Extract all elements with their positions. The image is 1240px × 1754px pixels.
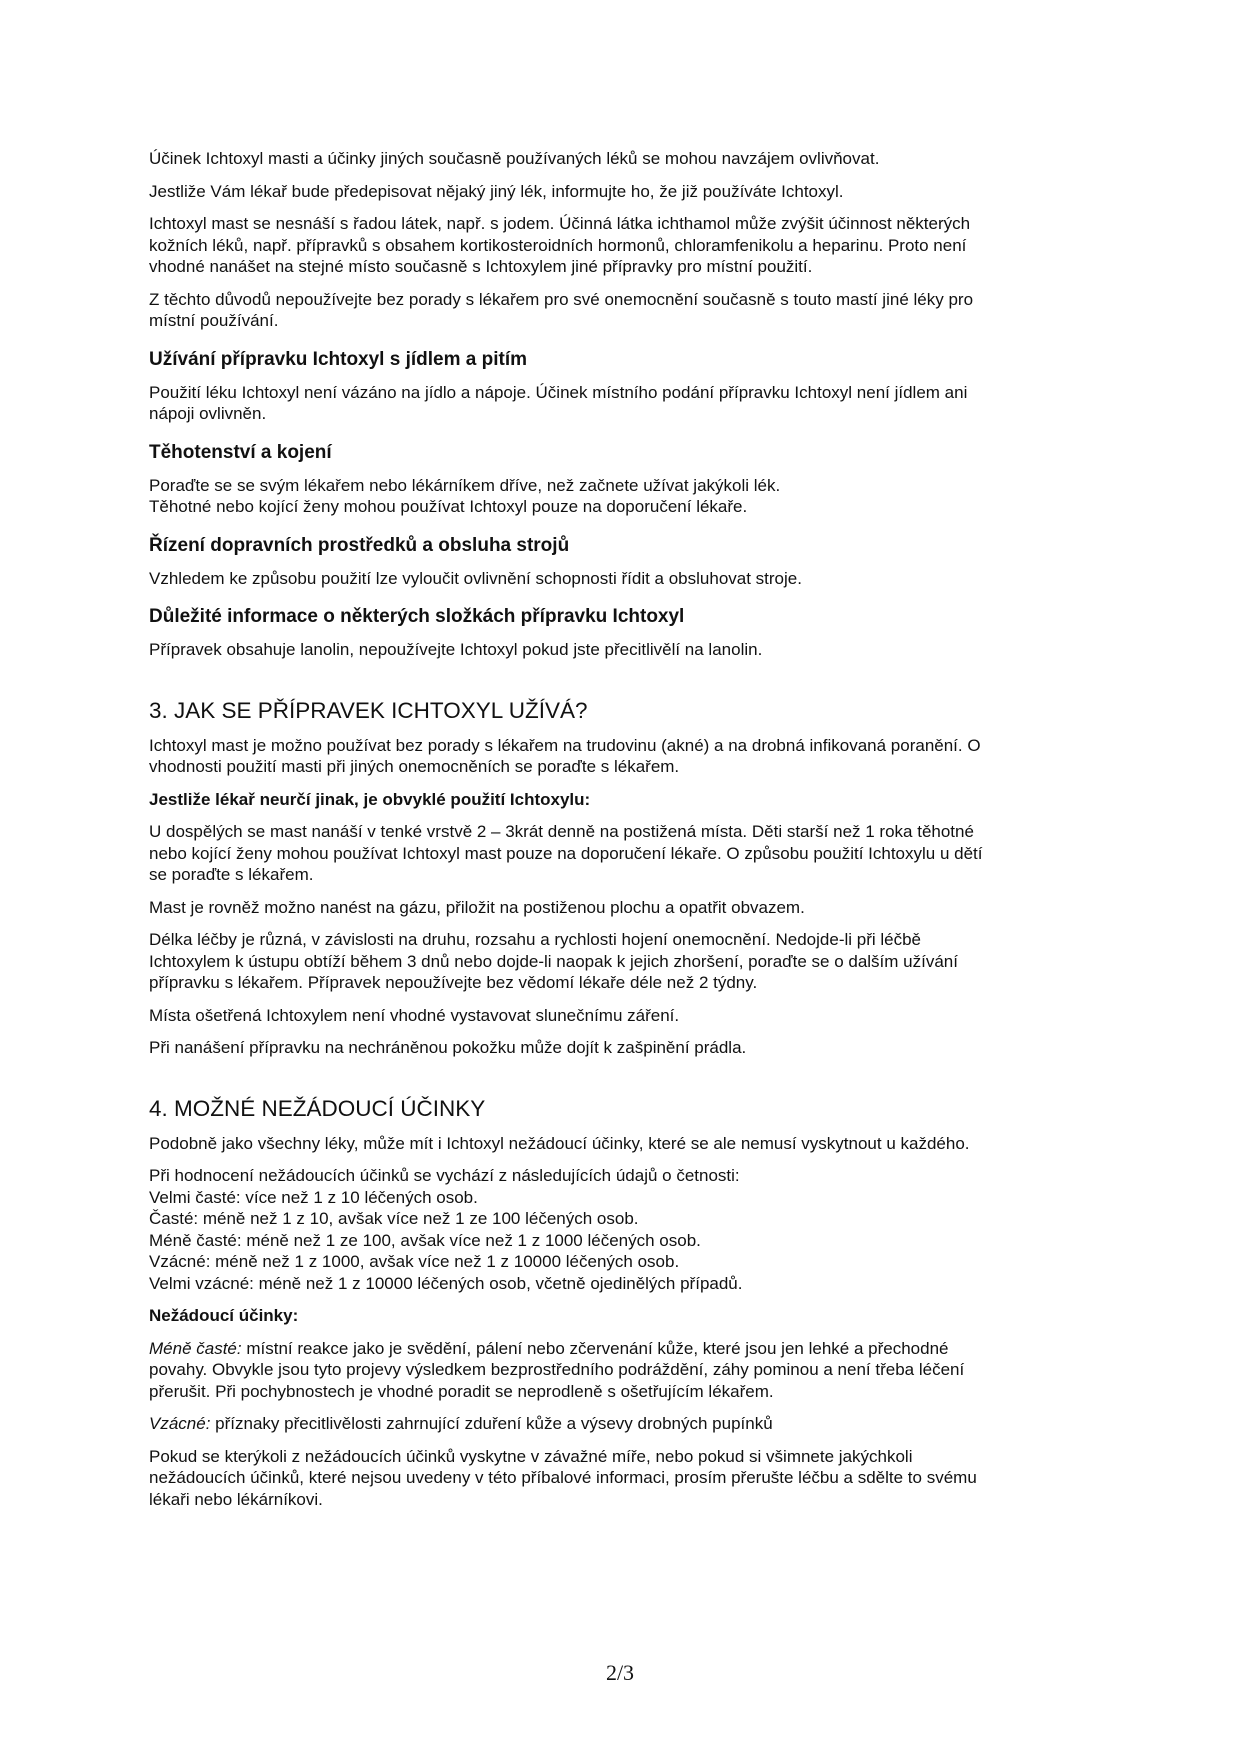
frequency-item: Vzácné: méně než 1 z 1000, avšak více než 1 z 10000 léčených osob. [149,1252,680,1271]
paragraph-uncommon-effects [149,1338,1089,1403]
text-line: kožních léků, např. přípravků s obsahem kortikosteroidních hormonů, chloramfenikolu a heparinu. Proto není [149,235,967,255]
frequency-list [149,1165,1089,1294]
text-line: Ichtoxylem k ústupu obtíží během 3 dnů nebo dojde-li naopak k jejich zhoršení, poraďte se o dalším užívání [149,951,958,971]
text-line: nápoji ovlivněn. [149,404,267,423]
text-line: Délka léčby je různá, v závislosti na druhu, rozsahu a rychlosti hojení onemocnění. Nedojde-li při léčbě [149,930,922,949]
text-line: U dospělých se mast nanáší v tenké vrstvě 2 – 3krát denně na postižená místa. Děti starší než 1 roka těhotné [149,822,974,841]
text-line: Ichtoxyl mast je možno používat bez porady s lékařem na trudovinu (akné) a na drobná infikovaná poranění. O [149,735,981,755]
document-page [149,148,1089,1521]
paragraph-incompatibility [149,213,1089,278]
frequency-intro: Při hodnocení nežádoucích účinků se vychází z následujících údajů o četnosti: [149,1166,740,1185]
text-rare: příznaky přecitlivělosti zahrnující zduření kůže a výsevy drobných pupínků [210,1414,773,1433]
frequency-item: Velmi časté: více než 1 z 10 léčených osob. [149,1187,478,1207]
text-line: přerušit. Při pochybnostech je vhodné poradit se neprodleně s ošetřujícím lékařem. [149,1381,774,1401]
paragraph-usage-intro [149,735,1089,778]
label-rare: Vzácné: [149,1414,211,1433]
text-line: nebo kojící ženy mohou používat Ichtoxyl mast pouze na doporučení lékaře. O způsobu použití Ichtoxylu u dětí [149,843,983,863]
heading-pregnancy: Těhotenství a kojení [149,441,332,463]
paragraph-report-effects [149,1446,1089,1511]
paragraph-clothing: Při nanášení přípravku na nechráněnou pokožku může dojít k zašpinění prádla. [149,1038,747,1057]
heading-driving: Řízení dopravních prostředků a obsluha strojů [149,534,570,556]
text-line: Z těchto důvodů nepoužívejte bez porady s lékařem pro své onemocnění současně s touto mastí jiné léky pro [149,289,974,309]
label-side-effects: Nežádoucí účinky: [149,1306,299,1325]
paragraph-no-other-drugs [149,289,1089,332]
text-line: Pokud se kterýkoli z nežádoucích účinků vyskytne v závažné míře, nebo pokud si všimnete jakýchkoli [149,1446,913,1466]
frequency-item: Velmi vzácné: méně než 1 z 10000 léčených osob, včetně ojedinělých případů. [149,1273,743,1293]
paragraph-side-effects-intro: Podobně jako všechny léky, může mít i Ichtoxyl nežádoucí účinky, které se ale nemusí vyskytnout u každého. [149,1133,970,1153]
paragraph-inform-doctor: Jestliže Vám lékař bude předepisovat nějaký jiný lék, informujte ho, že již používáte Ichtoxyl. [149,181,844,201]
paragraph-pregnancy [149,475,1089,518]
paragraph-dosage [149,821,1089,886]
text-line: přípravku s lékařem. Přípravek nepoužívejte bez vědomí lékaře déle než 2 týdny. [149,973,758,992]
heading-ingredients: Důležité informace o některých složkách přípravku Ichtoxyl [149,606,685,627]
label-uncommon: Méně časté: [149,1338,242,1358]
text-uncommon: místní reakce jako je svědění, pálení nebo zčervenání kůže, které jsou jen lehké a přechodné [241,1338,949,1358]
text-line: vhodnosti použití masti při jiných onemocněních se poraďte s lékařem. [149,757,680,776]
paragraph-rare-effects [149,1413,1089,1435]
text-line: lékaři nebo lékárníkovi. [149,1489,323,1509]
section-4-title: 4. MOŽNÉ NEŽÁDOUCÍ ÚČINKY [149,1095,486,1121]
page-number: 2/3 [605,1660,635,1685]
paragraph-duration [149,929,1089,994]
text-line: Poraďte se se svým lékařem nebo lékárníkem dříve, než začnete užívat jakýkoli lék. [149,475,781,495]
paragraph-interactions: Účinek Ichtoxyl masti a účinky jiných současně používaných léků se mohou navzájem ovlivňovat. [149,149,880,168]
paragraph-sunlight: Místa ošetřená Ichtoxylem není vhodné vystavovat slunečnímu záření. [149,1005,680,1025]
paragraph-driving: Vzhledem ke způsobu použití lze vyloučit ovlivnění schopnosti řídit a obsluhovat stroje. [149,568,802,588]
heading-food-drink: Užívání přípravku Ichtoxyl s jídlem a pitím [149,348,527,370]
text-line: Použití léku Ichtoxyl není vázáno na jídlo a nápoje. Účinek místního podání přípravku Ichtoxyl není jídlem ani [149,382,968,402]
frequency-item: Časté: méně než 1 z 10, avšak více než 1 ze 100 léčených osob. [149,1209,639,1228]
frequency-item: Méně časté: méně než 1 ze 100, avšak více než 1 z 1000 léčených osob. [149,1230,701,1250]
text-line: místní používání. [149,311,279,330]
paragraph-ingredients: Přípravek obsahuje lanolin, nepoužívejte Ichtoxyl pokud jste přecitlivělí na lanolin. [149,640,763,659]
text-line: se poraďte s lékařem. [149,865,314,884]
text-line [149,1338,1089,1360]
text-line: Těhotné nebo kojící ženy mohou používat Ichtoxyl pouze na doporučení lékaře. [149,497,748,516]
label-usual-dosage: Jestliže lékař neurčí jinak, je obvyklé použití Ichtoxylu: [149,789,591,809]
section-3-title: 3. JAK SE PŘÍPRAVEK ICHTOXYL UŽÍVÁ? [149,697,588,723]
text-line: Ichtoxyl mast se nesnáší s řadou látek, např. s jodem. Účinná látka ichthamol může zvýšit účinnost některých [149,214,971,233]
text-line: vhodné nanášet na stejné místo současně s Ichtoxylem jiné přípravky pro místní použití. [149,257,813,276]
text-line: nežádoucích účinků, které nejsou uvedeny v této příbalové informaci, prosím přerušte léčbu a sdělte to svému [149,1468,977,1487]
paragraph-gauze: Mast je rovněž možno nanést na gázu, přiložit na postiženou plochu a opatřit obvazem. [149,897,805,917]
paragraph-food-drink [149,382,1089,425]
text-line: povahy. Obvykle jsou tyto projevy výsledkem bezprostředního podráždění, záhy pominou a není třeba léčení [149,1360,965,1379]
